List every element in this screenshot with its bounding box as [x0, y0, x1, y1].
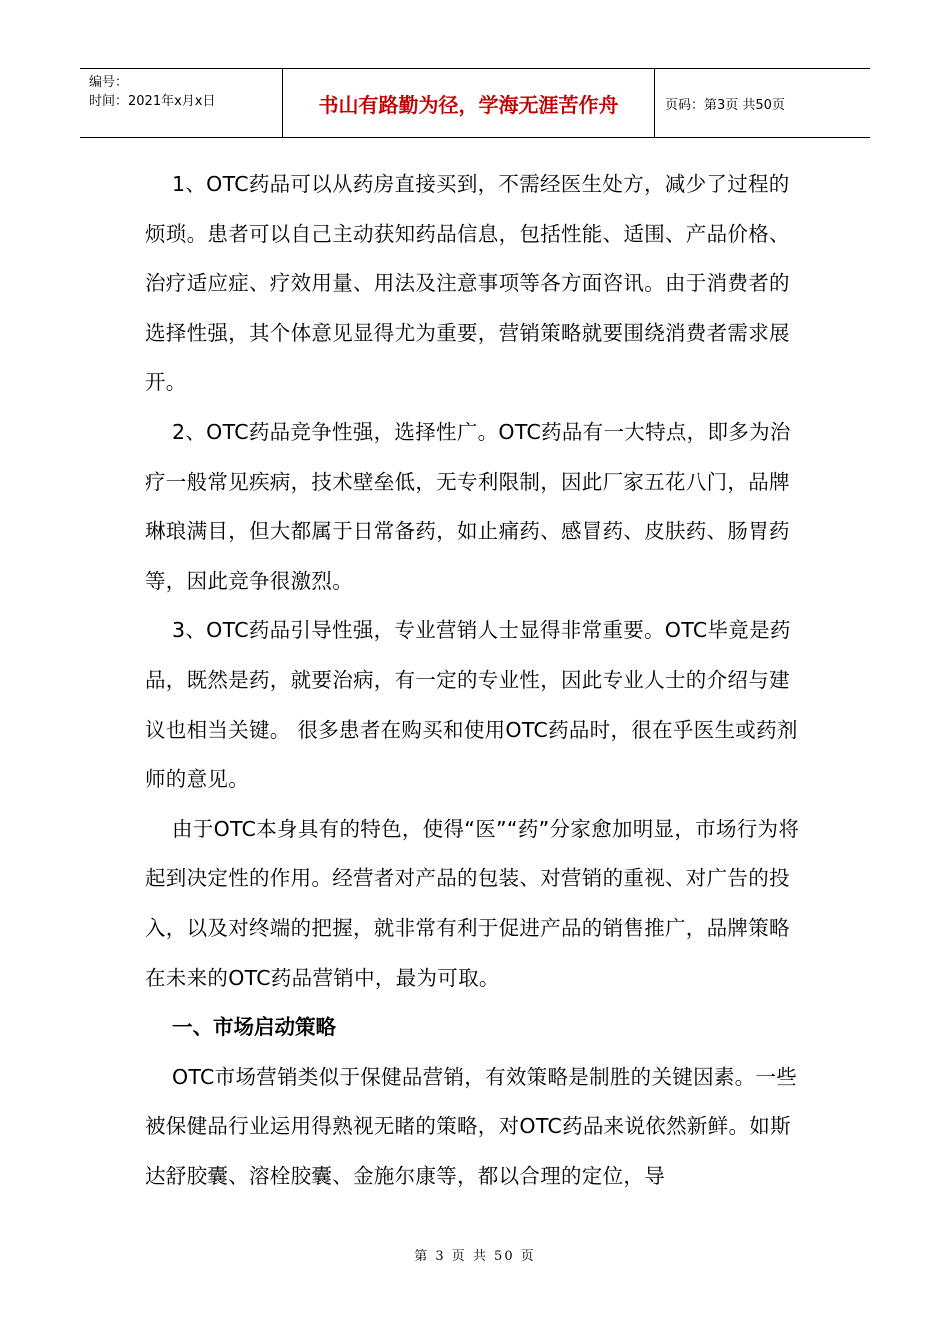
section-paragraph: OTC市场营销类似于保健品营销，有效策略是制胜的关键因素。一些被保健品行业运用得熟视无睹的策略，对OTC药品来说依然新鲜。如斯达舒胶囊、溶栓胶囊、金施尔康等，都以合理的定位，导: [145, 1064, 798, 1188]
header-motto-cell: [283, 69, 655, 137]
paragraph-2: 2、OTC药品竞争性强，选择性广。OTC药品有一大特点，即多为治疗一般常见疾病，技术壁垒低，无专利限制，因此厂家五花八门，品牌琳琅满目，但大都属于日常备药，如止痛药、感冒药、皮肤药、肠胃药等，因此竞争很激烈。: [145, 419, 791, 593]
header-meta-cell: [80, 69, 283, 137]
paragraph-3: 3、OTC药品引导性强，专业营销人士显得非常重要。OTC毕竟是药品，既然是药，就要治病，有一定的专业性，因此专业人士的介绍与建议也相当关键。 很多患者在购买和使用OTC药品时，很在乎医生或药剂师的意见。: [145, 618, 798, 792]
page-info: 页码：第3页 共50页: [665, 97, 785, 113]
code-label: 编号：: [89, 75, 129, 90]
paragraph-4: 由于OTC本身具有的特色，使得“医”“药”分家愈加明显，市场行为将起到决定性的作用。经营者对产品的包装、对营销的重视、对广告的投入，以及对终端的把握，就非常有利于促进产品的销售推广，品牌策略在未来的OTC药品营销中，最为可取。: [145, 816, 800, 990]
page-header: [80, 68, 870, 138]
time-label: 时间：2021年x月x日: [89, 94, 216, 109]
page-footer: [0, 1245, 950, 1264]
motto-text: 书山有路勤为径，学海无涯苦作舟: [318, 92, 619, 117]
paragraph-1: 1、OTC药品可以从药房直接买到，不需经医生处方，减少了过程的烦琐。患者可以自己主动获知药品信息，包括性能、适围、产品价格、治疗适应症、疗效用量、用法及注意事项等各方面咨讯。由于消费者的选择性强，其个体意见显得尤为重要，营销策略就要围绕消费者需求展开。: [145, 172, 790, 395]
document-body: [145, 160, 810, 1201]
footer-page-number: 第 3 页 共 50 页: [414, 1249, 536, 1264]
section-heading: 一、市场启动策略: [172, 1015, 336, 1040]
header-page-cell: [655, 69, 870, 137]
